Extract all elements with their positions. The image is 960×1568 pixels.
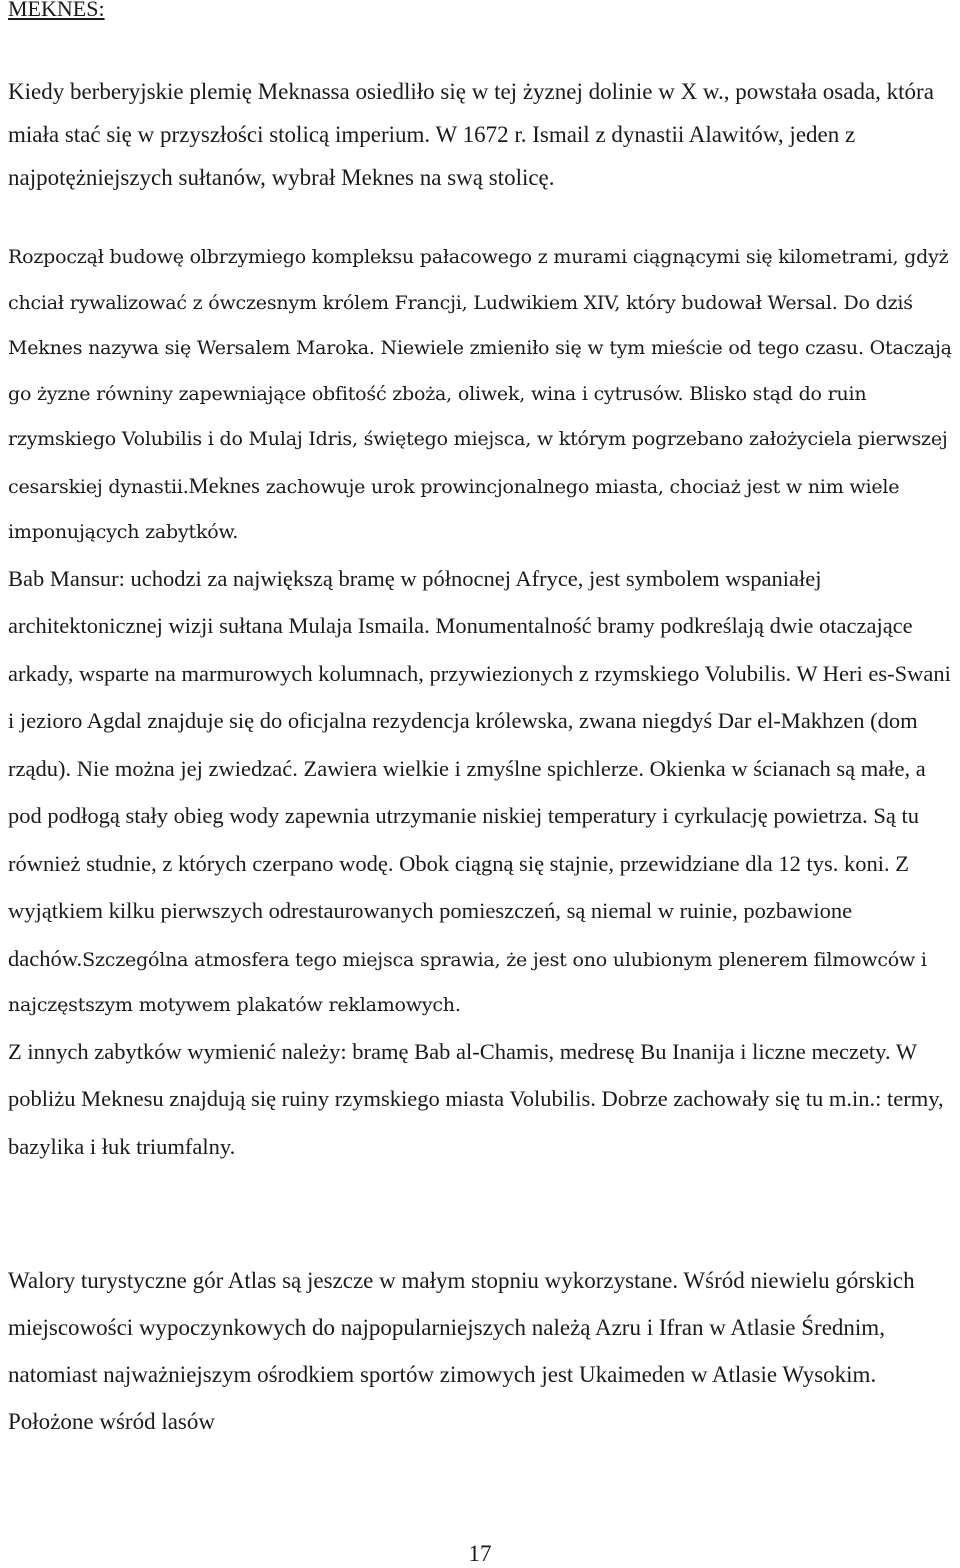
other-monuments-text: Z innych zabytków wymienić należy: bramę Bab al-Chamis, medresę Bu Inanija i liczne meczety. W pobliżu Meknesu znajdują się ruiny rzymskiego miasta Volubilis. Dobrze zachowały się tu m.in.: termy, bazylika i łuk triumfalny. — [8, 1038, 944, 1159]
history-paragraph — [8, 235, 958, 1171]
history-text-part-3: zachowuje urok prowincjonalnego miasta, chociaż jest w nim wiele imponujących zabytków. — [8, 475, 900, 543]
intro-paragraph: Kiedy berberyjskie plemię Meknassa osiedliło się w tej żyznej dolinie w X w., powstała osada, która miała stać się w przyszłości stolicą imperium. W 1672 r. Ismail z dynastii Alawitów, jeden z najpotężniejszych sułtanów, wybrał Meknes na swą stolicę. — [8, 79, 934, 190]
atlas-paragraph: Walory turystyczne gór Atlas są jeszcze w małym stopniu wykorzystane. Wśród niewielu górskich miejscowości wypoczynkowych do najpopularniejszych należą Azru i Ifran w Atlasie Średnim, natomiast najważniejszym ośrodkiem sportów zimowych jest Ukaimeden w Atlasie Wysokim. Położone wśród lasów — [8, 1268, 915, 1434]
atmosphere-text: Szczególna atmosfera tego miejsca sprawia, że jest ono ulubionym plenerem filmowców i najczęstszym motywem plakatów reklamowych. — [8, 948, 927, 1016]
section-title: MEKNES: — [8, 0, 105, 21]
history-text-part-2: Meknes — [188, 472, 260, 498]
history-text-part-1: Rozpoczął budowę olbrzymiego kompleksu pałacowego z murami ciągnącymi się kilometrami, gdyż chciał rywalizować z ówczesnym królem Francji, Ludwikiem XIV, który budował Wersal. Do dziś Meknes nazywa się Wersalem Maroka. Niewiele zmieniło się w tym mieście od tego czasu. Otaczają go żyzne równiny zapewniające obfitość zboża, oliwek, wina i cytrusów. Blisko stąd do ruin rzymskiego Volubilis i do Mulaj Idris, świętego miejsca, w którym pogrzebano założyciela pierwszej cesarskiej dynastii. — [8, 246, 952, 498]
page-number: 17 — [468, 1541, 492, 1566]
bab-mansur-text: Bab Mansur: uchodzi za największą bramę w północnej Afryce, jest symbolem wspaniałej architektonicznej wizji sułtana Mulaja Ismaila. Monumentalność bramy podkreślają dwie otaczające arkady, wsparte na marmurowych kolumnach, przywiezionych z rzymskiego Volubilis. W Heri es-Swani i jezioro Agdal znajduje się do oficjalna rezydencja królewska, zwana niegdyś Dar el-Makhzen (dom rządu). Nie można jej zwiedzać. Zawiera wielkie i zmyślne spichlerze. Okienka w ścianach są małe, a pod podłogą stały obieg wody zapewnia utrzymanie niskiej temperatury i cyrkulację powietrza. Są tu również studnie, z których czerpano wodę. Obok ciągną się stajnie, przewidziane dla 12 tys. koni. Z wyjątkiem kilku pierwszych odrestaurowanych pomieszczeń, są niemal w ruinie, pozbawione dachów. — [8, 565, 951, 971]
